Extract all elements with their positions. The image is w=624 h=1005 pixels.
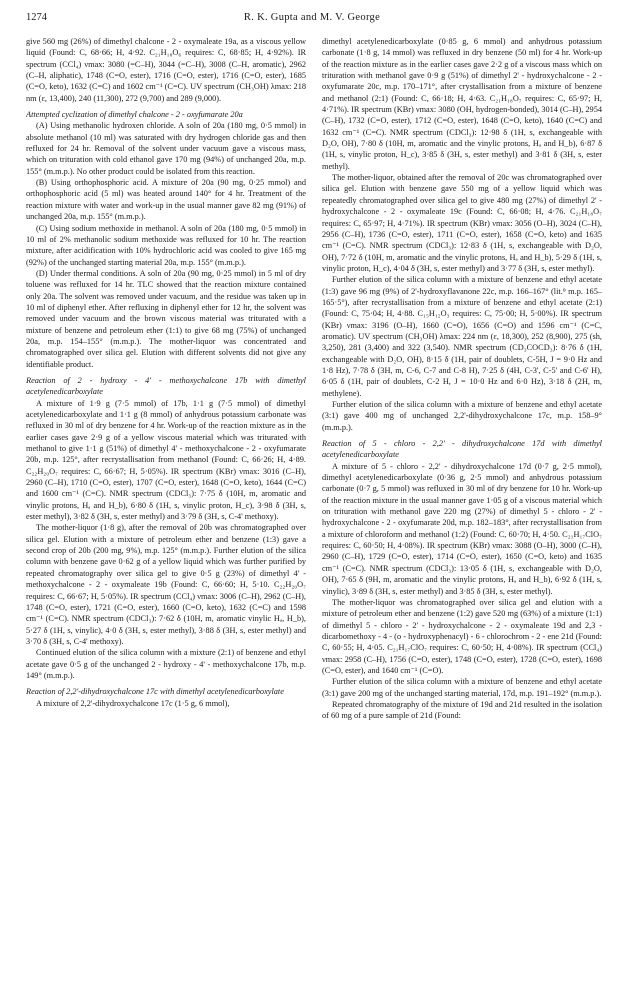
paragraph: Further elution of the silica column with a mixture of benzene and ethyl acetate (1:3) gave 96 mg (9%) of 2'-hydroxyflavanone 22c, m.p. 166–167° (lit.⁹ m.p. 165–165·5°), after recrystallisation from a mixture of benzene and ethyl acetate (2:1) (Found: C, 75·04; H, 4·88. C₁₅H₁₂O₃ requires: C, 75·00; H, 5·00%). IR spectrum (KBr) νmax: 3196 (O–H), 1660 (C=O), 1656 (C=O) and 1596 cm⁻¹ (C=C, aromatic). UV spectrum (CH₃OH) λmax: 224 nm (ε, 18,300), 252 (8,900), 275 (sh, 3,250), 281 (3,400) and 322 (3,540). NMR spectrum (CD₃COCD₃): 8·76 δ (1H, exchangeable with D₂O, OH), 8·15 δ (1H, pair of doublets, C-5H, J = 9·0 Hz and 1·8 Hz), 7·78 δ (3H, m, C-6, C-7 and C-8 H), 7·25 δ (4H, C-3', C-5' and C-6' H), 6·05 δ (1H, pair of doublets, C-2 H, J = 10·0 Hz and 6·0 Hz), 3·18 δ (2H, m, methylene). (322, 275, 602, 398)
section-heading: Attempted cyclization of dimethyl chalcone - 2 - oxyfumarate 20a (26, 110, 243, 120)
paragraph: (A) Using methanolic hydroxen chloride. A soln of 20a (180 mg, 0·5 mmol) in absolute methanol (10 ml) was saturated with dry hydrogen chloride gas and then refluxed for 24 hr. Removal of the solvent under vacuum gave a viscous mass, which on trituration with cold ethanol gave 170 mg (94%) of unchanged 20a, m.p. 155° (m.m.p.). No other product could be isolated from this reaction. (26, 121, 306, 176)
paragraph: Continued elution of the silica column with a mixture (2:1) of benzene and ethyl acetate gave 0·5 g of the unchanged 2 - hydroxy - 4' - methoxychalcone 17b, m.p. 149° (m.m.p.). (26, 648, 306, 680)
section-heading: Reaction of 2,2'-dihydroxychalcone 17c with dimethyl acetylenedicarboxylate (26, 687, 284, 697)
paragraph: The mother-liquor (1·8 g), after the removal of 20b was chromatographed over silica gel. Elution with a mixture of petroleum ether and benzene (1:3) gave a second crop of 20b (200 mg, 9%), m.p. 125° (m.m.p.). Further elution of the silica column with benzene gave 0·62 g of a yellow liquid which was further purified by repeated chromatography over silica gel to give 0·5 g (23%) of dimethyl 4' - methoxychalcone - 2 - oxymaleate 19b (Found: C, 66·60; H, 5·10. C₂₂H₂₀O₇ requires: C, 66·67; H, 5·05%). IR spectrum (CCl₄) νmax: 3006 (C–H), 2962 (C–H), 1748 (C=O, ester), 1721 (C=O, ester), 1660 (C=O, keto), 1632 (C=C) and 1598 cm⁻¹ (C=C). NMR spectrum (CDCl₃): 7·62 δ (10H, m, aromatic vinylic Hₐ, H_b), 5·27 δ (1H, s, vinylic), 4·0 δ (3H, s, ester methyl), 3·88 δ (3H, s, ester methyl) and 3·70 δ (3H, s, C-4' methoxy). (26, 523, 306, 646)
running-head: R. K. Gupta and M. V. George (243, 12, 381, 23)
paragraph: Further elution of the silica column with a mixture of benzene and ethyl acetate (3:1) gave 400 mg of unchanged 2,2'-dihydroxychalcone 17c, m.p. 158–9° (m.m.p.). (322, 400, 602, 432)
paragraph: (B) Using orthophosphoric acid. A mixture of 20a (90 mg, 0·25 mmol) and orthophosphoric acid (5 ml) was heated around 140° for 4 hr. Treatment of the reaction mixture with water and work-up in the usual manner gave 82 mg (91%) of unchanged 20a, m.p. 155° (m.m.p.). (26, 178, 306, 222)
paragraph: (D) Under thermal conditions. A soln of 20a (90 mg, 0·25 mmol) in 5 ml of dry toluene was refluxed for 14 hr. TLC showed that the reaction mixture contained only 20a. The solvent was removed under vacuum, and the residue was taken up in 10 ml of diphenyl ether. After refluxing in diphenyl ether for 12 hr, the solvent was removed under vacuum and the brown viscous material was triturated with a mixture of benzene and petroleum ether (1:1) to give 68 mg (75%) of unchanged 20a, m.p. 154–155° (m.m.p.). The mother-liquor was concentrated and chromatographed over silica gel. Elution with different solvents did not give any identifiable product. (26, 268, 306, 369)
paragraph: (C) Using sodium methoxide in methanol. A soln of 20a (180 mg, 0·5 mmol) in 10 ml of 2% methanolic sodium methoxide was refluxed for 10 hr. The reaction mixture, after acidification with 10% hydrochloric acid was cooled to give 165 mg (92%) of the unchanged starting material 20a, m.p. 155° (m.m.p.). (26, 223, 306, 267)
paragraph: Further elution of the silica column with a mixture of benzene and ethyl acetate (3:1) gave 200 mg of the unchanged starting material, 17d, m.p. 191–192° (m.m.p.). (322, 677, 602, 698)
left-column (26, 36, 306, 996)
section-heading: Reaction of 5 - chloro - 2,2' - dihydroxychalcone 17d with dimethyl acetylenedicarboxylate (322, 439, 602, 460)
page-header (26, 12, 598, 28)
paragraph: Repeated chromatography of the mixture of 19d and 21d resulted in the isolation of 60 mg of a pure sample of 21d (Found: (322, 699, 602, 721)
right-column (322, 36, 602, 996)
paragraph: A mixture of 2,2'-dihydroxychalcone 17c (1·5 g, 6 mmol), (36, 698, 230, 708)
paragraph: A mixture of 5 - chloro - 2,2' - dihydroxychalcone 17d (0·7 g, 2·5 mmol), dimethyl acetylenedicarboxylate (0·36 g, 2·5 mmol) and anhydrous potassium carbonate (0·7 g, 5 mmol) was refluxed in 30 ml of dry benzene for 10 hr. Work-up of the reaction mixture in the usual manner gave 1·05 g of a viscous material which on trituration with methanol gave 220 mg (27%) of dimethyl 5 - chloro - 2' - hydroxychalcone - 2 - oxyfumarate 20d, m.p. 182–183°, after recrystallisation from a mixture of chloroform and methanol (1:2) (Found: C, 60·70; H, 4·50. C₂₁H₁₇ClO₇ requires: C, 60·50; H, 4·08%). IR spectrum (KBr) νmax: 3088 (O–H), 3000 (C–H), 2960 (C–H), 1729 (C=O, ester), 1714 (C=O, ester), 1650 (C=O, keto) and 1635 cm⁻¹ (C=C). NMR spectrum (CDCl₃): 13·05 δ (1H, s, exchangeable with D₂O, OH), 7·65 δ (9H, m, aromatic and the vinylic protons, Hₐ and H_b), 6·92 δ (1H, s, vinylic), 3·89 δ (3H, s, ester methyl) and 3·85 δ (3H, s, ester methyl). (322, 461, 602, 596)
page-number: 1274 (26, 12, 47, 23)
paragraph: give 560 mg (26%) of dimethyl chalcone - 2 - oxymaleate 19a, as a viscous yellow liquid (Found: C, 68·66; H, 4·92. C₂₁H₁₈O₆ requires: C, 68·85; H, 4·92%). IR spectrum (CCl₄) νmax: 3080 (=C–H), 3044 (=C–H), 3008 (C–H, aromatic), 2962 (C–H, aliphatic), 1748 (C=O, ester), 1716 (C=O, ester), 1716 (C=O, ester), 1685 (C=O, keto), 1632 (C=C) and 1602 cm⁻¹ (C=C). UV spectrum (CH₃OH) λmax: 218 nm (ε, 13,400), 240 (11,300), 272 (9,700) and 289 (9,000). (26, 37, 306, 103)
paragraph: dimethyl acetylenedicarboxylate (0·85 g, 6 mmol) and anhydrous potassium carbonate (1·8 g, 14 mmol) was refluxed in dry benzene (50 ml) for 4 hr. Work-up of the reaction mixture as in the earlier cases gave 2·2 g of a viscous mass which on trituration with methanol gave 0·9 g (51%) of dimethyl 2' - hydroxychalcone - 2 - oxyfumarate 20c, m.p. 170–171°, after crystallisation from a mixture of benzene and methanol (2:1) (Found: C, 66·18; H, 4·63. C₂₁H₁₈O₇ requires: C, 65·97; H, 4·71%). IR spectrum (KBr) νmax: 3080 (OH, hydrogen-bonded), 3014 (C–H), 2954 (C–H), 1732 (C=O, ester), 1712 (C=O, ester), 1648 (C=O, keto), 1640 (C=C) and 1632 cm⁻¹ (C=C). NMR spectrum (CDCl₃): 12·98 δ (1H, s, exchangeable with D₂O, OH), 7·80 δ (10H, m, aromatic and the vinylic protons, Hₐ and H_b), 6·87 δ (1H, s, vinylic proton, H_c), 3·85 δ (3H, s, ester methyl) and 3·81 δ (3H, s, ester methyl). (322, 37, 602, 171)
section-heading: Reaction of 2 - hydroxy - 4' - methoxychalcone 17b with dimethyl acetylenedicarboxylate (26, 375, 306, 397)
paragraph: The mother-liquor, obtained after the removal of 20c was chromatographed over silica gel. Elution with benzene gave 550 mg of a yellow liquid which was repeatedly chromatographed over silica gel to give 480 mg (27%) of dimethyl 2' - hydroxychalcone - 2 - oxymaleate 19c (Found: C, 66·08; H, 4·76. C₂₁H₁₈O₇ requires: C, 65·97; H, 4·71%). IR spectrum (KBr) νmax: 3056 (O–H), 3024 (C–H), 2956 (C–H), 1736 (C=O, ester), 1711 (C=O, ester), 1658 (C=O, keto) and 1635 cm⁻¹ (C=C). NMR spectrum (CDCl₃): 12·83 δ (1H, s, exchangeable with D₂O, OH), 7·72 δ (10H, m, aromatic and the vinylic protons, Hₐ and H_b), 5·29 δ (1H, s, vinylic proton, H_c), 4·04 δ (3H, s, ester methyl) and 3·77 δ (3H, s, ester methyl). (322, 173, 602, 273)
paragraph: A mixture of 1·9 g (7·5 mmol) of 17b, 1·1 g (7·5 mmol) of dimethyl acetylenedicarboxylate and 1·1 g (8 mmol) of anhydrous potassium carbonate was refluxed in 30 ml of dry benzene for 4 hr. Work-up of the reaction mixture as in the earlier cases gave 2·9 g of a yellow viscous material which was triturated with methanol to give 1·1 g (51%) of dimethyl 4' - methoxychalcone - 2 - oxyfumarate 20b, m.p. 125°, after recrystallisation from methanol (Found: C, 66·26; H, 4·89. C₂₂H₂₀O₇ requires: C, 66·67; H, 5·05%). IR spectrum (KBr) νmax: 3016 (C–H), 2960 (C–H), 1710 (C=O, ester), 1707 (C=O, ester), 1648 (C=O, keto), 1644 (C=C) and 1600 cm⁻¹ (C=C). NMR spectrum (CDCl₃): 7·75 δ (10H, m, aromatic and vinylic protons, Hₐ and H_b), 6·80 δ (1H, s, vinylic proton, H_c), 3·98 δ (3H, s, ester methyl), 3·82 δ (3H, s, ester methyl) and 3·79 δ (3H, s, C-4' methoxy). (26, 398, 306, 522)
paragraph: The mother-liquor was chromatographed over silica gel and elution with a mixture of petroleum ether and benzene (1:2) gave 520 mg (63%) of a mixture (1:1) of dimethyl 5 - chloro - 2' - hydroxychalcone - 2 - oxymaleate 19d and 2,3 - dicarbomethoxy - 4 - (o - hydroxyphenacyl) - 6 - chlorochrom - 2 - ene 21d (Found: C, 60·55; H, 4·05. C₂₁H₁₇ClO₇ requires: C, 60·50; H, 4·08%). IR spectrum (CCl₄) νmax: 2958 (C–H), 1756 (C=O, ester), 1748 (C=O, ester), 1728 (C=O, ester), 1698 (C=O, ester), and 1640 cm⁻¹ (C=O). (322, 597, 602, 675)
